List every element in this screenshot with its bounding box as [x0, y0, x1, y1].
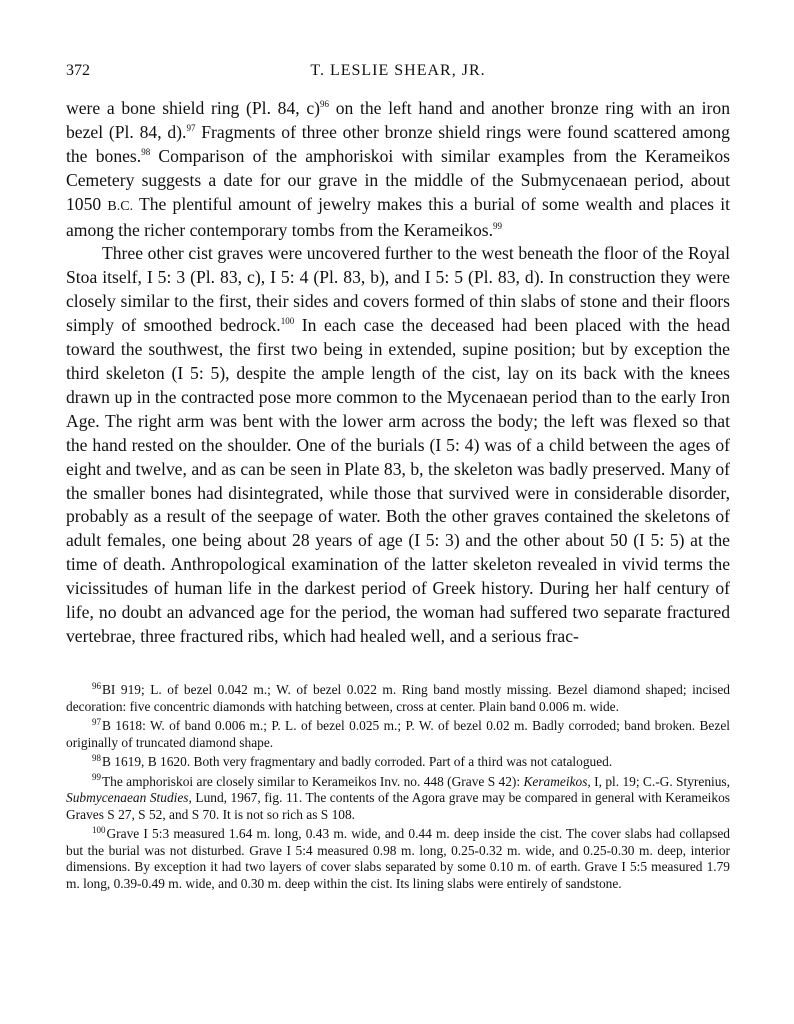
text-run: Fragments of three other bronze shield rings were found scattered among the bones.	[66, 121, 730, 166]
main-text	[66, 97, 730, 649]
footnote-96	[66, 682, 730, 715]
footnote-ref[interactable]: 99	[493, 220, 503, 231]
page-header	[66, 62, 730, 86]
text-run: Comparison of the amphoriskoi with similar examples from the Kerameikos Cemetery suggests a date for our grave in the middle of the Submycenaean period, about 1050	[66, 145, 730, 214]
footnote-ref[interactable]: 97	[186, 123, 196, 134]
footnote-text: Lund, 1967, fig. 11. The contents of the Agora grave may be compared in general with Kerameikos Graves S 27, S 52, and S 70. It is not so rich as S 108.	[66, 790, 730, 822]
footnote-number: 97	[92, 716, 101, 727]
page-number: 372	[66, 62, 90, 79]
footnote-number: 99	[92, 772, 101, 783]
footnote-ref[interactable]: 98	[141, 146, 151, 157]
footnote-number: 96	[92, 680, 101, 691]
footnote-text: B 1618: W. of band 0.006 m.; P. L. of bezel 0.025 m.; P. W. of bezel 0.02 m. Badly corroded; band broken. Bezel originally of truncated diamond shape.	[66, 718, 730, 750]
footnote-ref[interactable]: 96	[320, 99, 330, 110]
journal-title: Kerameikos,	[523, 773, 591, 789]
paragraph	[66, 97, 730, 242]
footnote-98	[66, 754, 730, 771]
footnote-text: BI 919; L. of bezel 0.042 m.; W. of bezel 0.022 m. Ring band mostly missing. Bezel diamond shaped; incised decoration: five concentric diamonds with hatching between, cross at center. Plain band 0.006 m. wide.	[66, 682, 730, 714]
footnote-text: B 1619, B 1620. Both very fragmentary and badly corroded. Part of a third was not catalogued.	[102, 754, 613, 769]
book-title: Submycenaean Studies,	[66, 790, 192, 805]
footnote-99	[66, 774, 730, 824]
footnote-text: I, pl. 19; C.-G. Styrenius,	[590, 773, 730, 789]
footnote-text: The amphoriskoi are closely similar to Kerameikos Inv. no. 448 (Grave S 42):	[102, 773, 524, 789]
footnote-ref[interactable]: 100	[280, 316, 295, 327]
text-run: were a bone shield ring (Pl. 84, c)	[66, 98, 321, 118]
running-head: T. LESLIE SHEAR, JR.	[310, 62, 486, 79]
footnote-97	[66, 718, 730, 751]
footnotes	[66, 682, 730, 895]
era-abbrev: B.C.	[107, 198, 134, 214]
footnote-text: Grave I 5:3 measured 1.64 m. long, 0.43 m. wide, and 0.44 m. deep inside the cist. The cover slabs had collapsed but the burial was not disturbed. Grave I 5:4 measured 0.98 m. long, 0.25-0.32 m. wide, and 0.25-0.30 m. deep, interior dimensions. By exception it had two layers of cover slabs separated by some 0.10 m. of earth. Grave I 5:5 measured 1.79 m. long, 0.39-0.49 m. wide, and 0.30 m. deep within the cist. Its lining slabs were entirely of sandstone.	[66, 826, 730, 891]
footnote-number: 98	[92, 752, 101, 763]
footnote-number: 100	[92, 824, 106, 835]
paragraph	[66, 242, 730, 648]
text-run: In each case the deceased had been placed with the head toward the southwest, the first two being in extended, supine position; but by exception the third skeleton (I 5: 5), despite the ample length of the cist, lay on its back with the knees drawn up in the contracted pose more common to the Mycenaean period than to the early Iron Age. The right arm was bent with the lower arm across the body; the left was flexed so that the hand rested on the shoulder. One of the burials (I 5: 4) was of a child between the ages of eight and twelve, and as can be seen in Plate 83, b, the skeleton was badly preserved. Many of the smaller bones had disintegrated, while those that survived were in considerable disorder, probably as a result of the seepage of water. Both the other graves contained the skeletons of adult females, one being about 28 years of age (I 5: 3) and the other about 50 (I 5: 5) at the time of death. Anthropological examination of the latter skeleton revealed in vivid terms the vicissitudes of human life in the darkest period of Greek history. During her half century of life, no doubt an advanced age for the period, the woman had suffered two separate fractured vertebrae, three fractured ribs, which had healed well, and a serious frac-	[66, 315, 730, 646]
footnote-100	[66, 826, 730, 892]
text-run: on the left hand and another bronze ring with an iron bezel (Pl. 84, d).	[66, 98, 730, 142]
text-run: The plentiful amount of jewelry makes this a burial of some wealth and places it among the richer contemporary tombs from the Kerameikos.	[66, 193, 730, 240]
text-run: Three other cist graves were uncovered further to the west beneath the floor of the Royal Stoa itself, I 5: 3 (Pl. 83, c), I 5: 4 (Pl. 83, b), and I 5: 5 (Pl. 83, d). In construction they were closely similar to the first, their sides and covers formed of thin slabs of stone and their floors simply of smoothed bedrock.	[66, 243, 730, 336]
